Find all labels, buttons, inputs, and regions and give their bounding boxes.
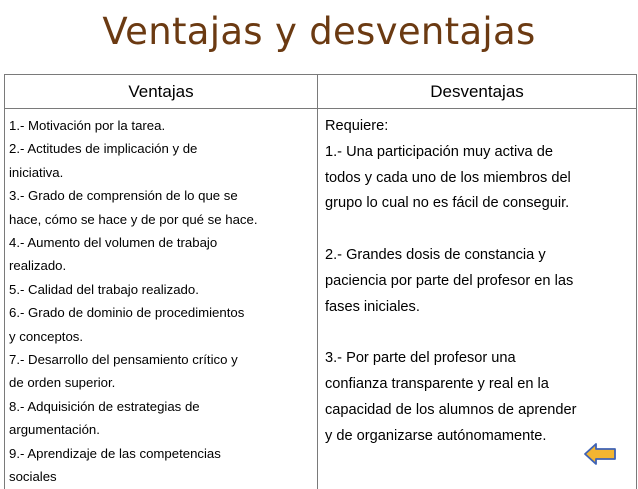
- list-item: 9.- Aprendizaje de las competencias: [9, 445, 221, 461]
- table-header-row: [5, 75, 637, 109]
- header-ventajas: Ventajas: [5, 75, 318, 109]
- list-item: iniciativa.: [9, 164, 64, 180]
- list-item: confianza transparente y real en la: [325, 375, 549, 392]
- left-arrow-icon-graphic: [583, 442, 617, 466]
- list-item: 3.- Por parte del profesor una: [325, 350, 516, 367]
- desventajas-list: [318, 109, 636, 449]
- slide-title: Ventajas y desventajas: [102, 10, 536, 53]
- list-item: 5.- Calidad del trabajo realizado.: [9, 281, 199, 297]
- list-item: sociales: [9, 469, 57, 485]
- blank-line: [325, 320, 636, 346]
- list-item: 2.- Actitudes de implicación y de: [9, 141, 198, 157]
- list-item: 3.- Grado de comprensión de lo que se: [9, 188, 238, 204]
- desventajas-cell: [318, 109, 637, 489]
- list-item: fases iniciales.: [325, 298, 420, 315]
- list-item: grupo lo cual no es fácil de conseguir.: [325, 195, 570, 212]
- list-item: 7.- Desarrollo del pensamiento crítico y: [9, 352, 238, 368]
- list-item: y de organizarse autónomamente.: [325, 427, 547, 444]
- list-item: 1.- Una participación muy activa de: [325, 143, 553, 160]
- list-item: 6.- Grado de dominio de procedimientos: [9, 305, 245, 321]
- list-item: Requiere:: [325, 118, 389, 134]
- list-item: realizado.: [9, 258, 67, 274]
- list-item: paciencia por parte del profesor en las: [325, 272, 574, 289]
- list-item: de orden superior.: [9, 375, 116, 391]
- list-item: todos y cada uno de los miembros del: [325, 169, 571, 186]
- list-item: 2.- Grandes dosis de constancia y: [325, 246, 546, 263]
- list-item: 1.- Motivación por la tarea.: [9, 118, 166, 133]
- list-item: 8.- Adquisición de estrategias de: [9, 398, 200, 414]
- blank-line: [325, 217, 636, 243]
- ventajas-cell: [5, 109, 318, 489]
- list-item: capacidad de los alumnos de aprender: [325, 401, 577, 418]
- list-item: y conceptos.: [9, 328, 84, 344]
- header-desventajas: Desventajas: [318, 75, 637, 109]
- list-item: argumentación.: [9, 422, 100, 438]
- table-row: [5, 109, 637, 489]
- ventajas-list: [5, 109, 317, 489]
- left-arrow-icon[interactable]: [583, 442, 617, 466]
- comparison-table: [4, 74, 637, 489]
- list-item: hace, cómo se hace y de por qué se hace.: [9, 211, 258, 227]
- list-item: 4.- Aumento del volumen de trabajo: [9, 235, 218, 251]
